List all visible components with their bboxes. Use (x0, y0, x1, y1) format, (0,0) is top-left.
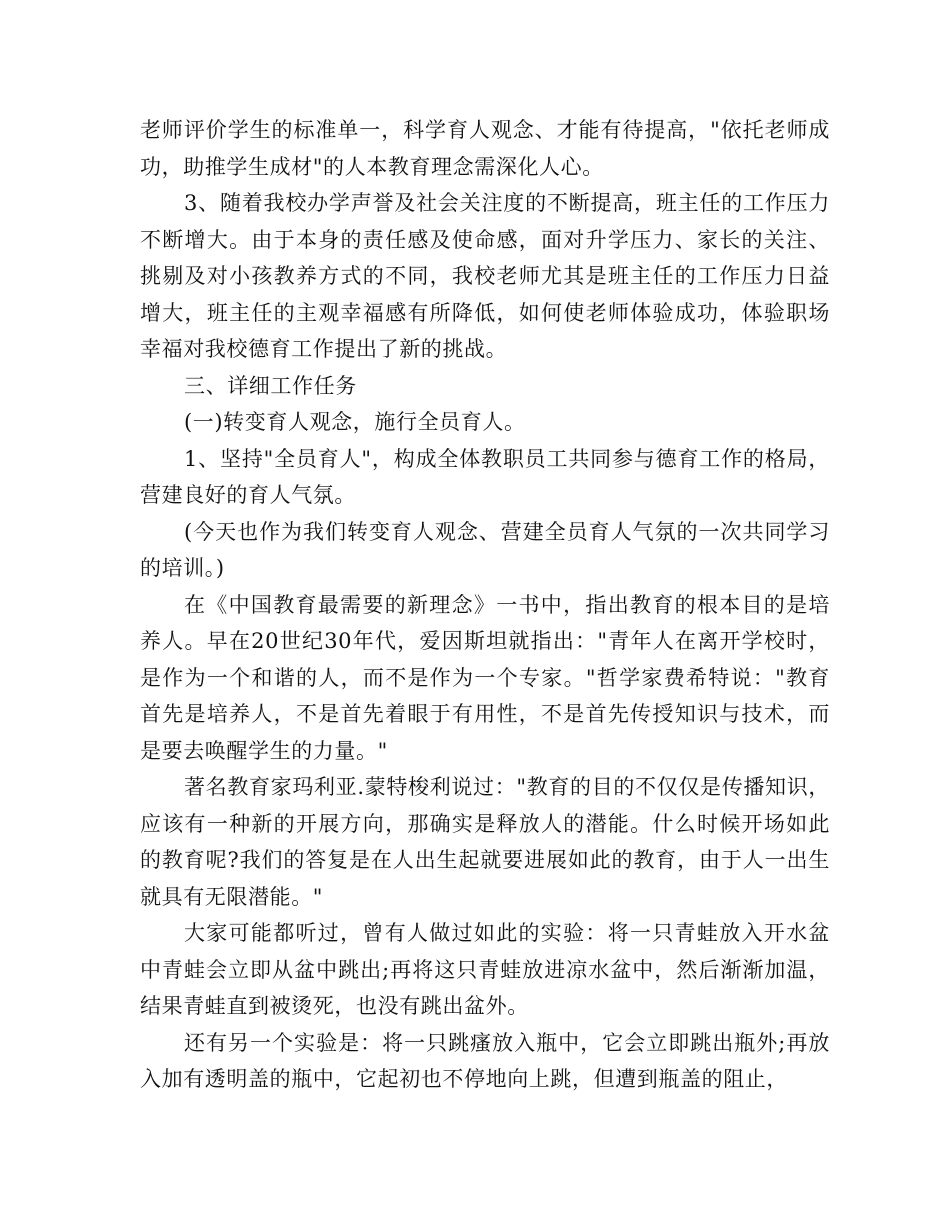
paragraph-2: 3、随着我校办学声誉及社会关注度的不断提高，班主任的工作压力不断增大。由于本身的责任感及使命感，面对升学压力、家长的关注、挑剔及对小孩教养方式的不同，我校老师尤其是班主任的工作压力日益增大，班主任的主观幸福感有所降低，如何使老师体验成功，体验职场幸福对我校德育工作提出了新的挑战。 (140, 191, 830, 361)
document-body (140, 112, 830, 1098)
paragraph-4: (今天也作为我们转变育人观念、营建全员育人气氛的一次共同学习的培训。) (140, 519, 830, 580)
section-heading-3: 三、详细工作任务 (184, 373, 357, 398)
paragraph-7: 大家可能都听过，曾有人做过如此的实验：将一只青蛙放入开水盆中青蛙会立即从盆中跳出;再将这只青蛙放进凉水盆中，然后渐渐加温，结果青蛙直到被烫死，也没有跳出盆外。 (140, 921, 830, 1018)
paragraph-6: 著名教育家玛利亚.蒙特梭利说过："教育的目的不仅仅是传播知识，应该有一种新的开展方向，那确实是释放人的潜能。什么时候开场如此的教育呢?我们的答复是在人出生起就要进展如此的教育，由于人一出生就具有无限潜能。" (140, 775, 830, 909)
paragraph-3: 1、坚持"全员育人"，构成全体教职员工共同参与德育工作的格局，营建良好的育人气氛。 (140, 446, 830, 507)
paragraph-8: 还有另一个实验是：将一只跳瘙放入瓶中，它会立即跳出瓶外;再放入加有透明盖的瓶中，它起初也不停地向上跳，但遭到瓶盖的阻止， (140, 1030, 830, 1091)
subsection-heading-1: (一)转变育人观念，施行全员育人。 (184, 410, 526, 434)
paragraph-1: 老师评价学生的标准单一，科学育人观念、才能有待提高，"依托老师成功，助推学生成材"的人本教育理念需深化人心。 (140, 118, 830, 179)
paragraph-5: 在《中国教育最需要的新理念》一书中，指出教育的根本目的是培养人。早在20世纪30年代，爱因斯坦就指出："青年人在离开学校时，是作为一个和谐的人，而不是作为一个专家。"哲学家费希特说："教育首先是培养人，不是首先着眼于有用性，不是首先传授知识与技术，而是要去唤醒学生的力量。" (140, 592, 830, 763)
